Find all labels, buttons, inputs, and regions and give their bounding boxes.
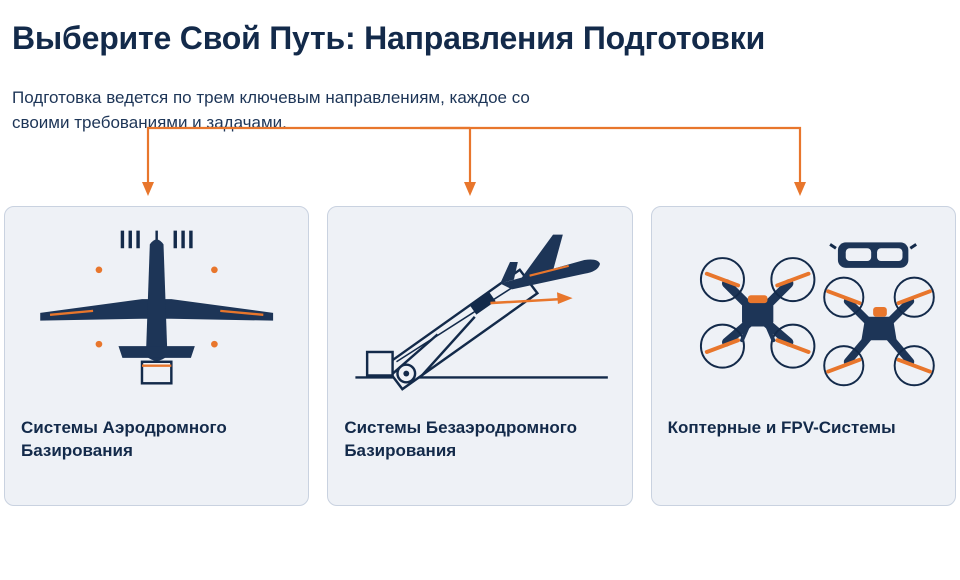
card-label: Коптерные и FPV-Системы xyxy=(667,418,896,437)
card-copter-fpv[interactable] xyxy=(651,206,956,506)
fixed-wing-aircraft-on-runway-icon xyxy=(5,207,308,405)
page-subtitle: Подготовка ведется по трем ключевым направлениям, каждое со своими требованиями и задачами. xyxy=(12,88,530,132)
card-non-airfield[interactable] xyxy=(327,206,632,506)
page-title: Выберите Свой Путь: Направления Подготовки xyxy=(12,20,766,56)
card-label: Системы Безаэродромного Базирования xyxy=(344,418,577,460)
quadcopter-and-fpv-goggles-icon xyxy=(652,207,955,405)
card-airfield[interactable] xyxy=(4,206,309,506)
direction-cards xyxy=(0,206,960,506)
catapult-launch-uav-icon xyxy=(328,207,631,405)
card-label: Системы Аэродромного Базирования xyxy=(21,418,227,460)
